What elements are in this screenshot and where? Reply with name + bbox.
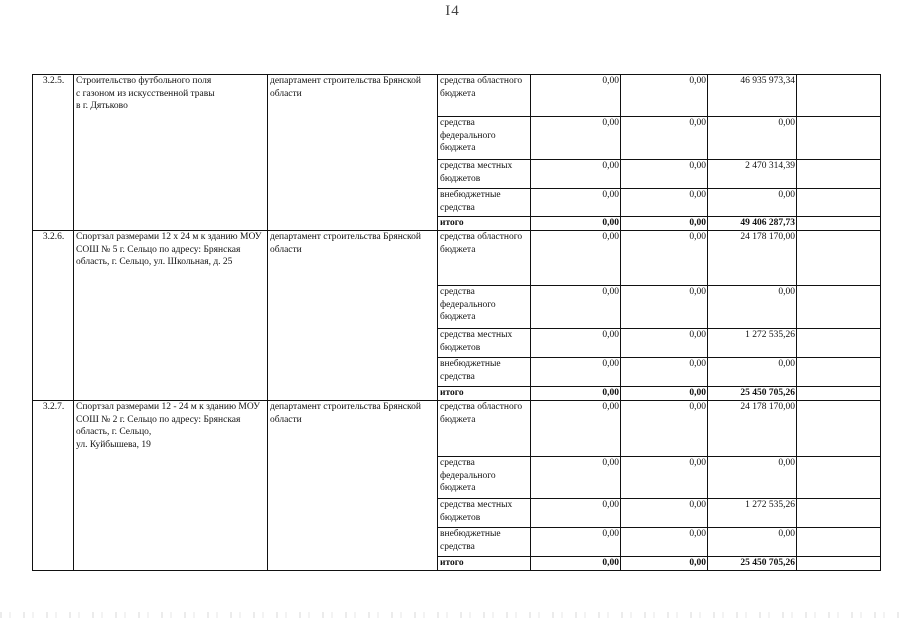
amount-cell: 0,00 bbox=[708, 117, 797, 160]
funding-source-label: внебюджетные средства bbox=[438, 189, 531, 217]
empty-cell bbox=[797, 499, 881, 528]
funding-source-label: средства областного бюджета bbox=[438, 401, 531, 457]
table-row bbox=[33, 401, 881, 457]
amount-cell: 0,00 bbox=[708, 286, 797, 329]
amount-cell: 0,00 bbox=[621, 329, 708, 358]
item-code: 3.2.7. bbox=[33, 401, 74, 571]
amount-cell: 0,00 bbox=[621, 499, 708, 528]
item-name: Спортзал размерами 12 х 24 м к зданию МОУ СОШ № 5 г. Сельцо по адресу: Брянская область, г. Сельцо, ул. Школьная, д. 25 bbox=[74, 231, 268, 401]
amount-cell: 0,00 bbox=[531, 160, 621, 189]
amount-cell: 0,00 bbox=[621, 160, 708, 189]
budget-table bbox=[32, 74, 881, 571]
funding-source-label: средства местных бюджетов bbox=[438, 160, 531, 189]
empty-cell bbox=[797, 231, 881, 286]
amount-cell: 0,00 bbox=[531, 75, 621, 117]
amount-cell: 0,00 bbox=[621, 117, 708, 160]
funding-source-label: средства федерального бюджета bbox=[438, 286, 531, 329]
amount-cell: 0,00 bbox=[531, 387, 621, 401]
amount-cell: 0,00 bbox=[531, 401, 621, 457]
item-executor: департамент строительства Брянской области bbox=[268, 75, 438, 231]
amount-cell: 0,00 bbox=[621, 557, 708, 571]
amount-cell: 1 272 535,26 bbox=[708, 329, 797, 358]
table-row bbox=[33, 231, 881, 286]
funding-source-label: средства местных бюджетов bbox=[438, 499, 531, 528]
table-body bbox=[33, 75, 881, 571]
funding-source-label: средства областного бюджета bbox=[438, 231, 531, 286]
amount-cell: 0,00 bbox=[621, 358, 708, 387]
item-code: 3.2.6. bbox=[33, 231, 74, 401]
amount-cell: 1 272 535,26 bbox=[708, 499, 797, 528]
table-row bbox=[33, 75, 881, 117]
amount-cell: 0,00 bbox=[708, 358, 797, 387]
empty-cell bbox=[797, 189, 881, 217]
amount-cell: 0,00 bbox=[531, 286, 621, 329]
funding-source-label: средства местных бюджетов bbox=[438, 329, 531, 358]
amount-cell: 0,00 bbox=[708, 457, 797, 499]
total-label: итого bbox=[438, 217, 531, 231]
amount-cell: 49 406 287,73 bbox=[708, 217, 797, 231]
amount-cell: 0,00 bbox=[621, 189, 708, 217]
amount-cell: 0,00 bbox=[531, 457, 621, 499]
empty-cell bbox=[797, 528, 881, 557]
item-executor: департамент строительства Брянской области bbox=[268, 231, 438, 401]
amount-cell: 0,00 bbox=[621, 387, 708, 401]
amount-cell: 25 450 705,26 bbox=[708, 557, 797, 571]
funding-source-label: внебюджетные средства bbox=[438, 358, 531, 387]
amount-cell: 0,00 bbox=[621, 231, 708, 286]
empty-cell bbox=[797, 557, 881, 571]
empty-cell bbox=[797, 329, 881, 358]
total-label: итого bbox=[438, 387, 531, 401]
amount-cell: 0,00 bbox=[531, 528, 621, 557]
empty-cell bbox=[797, 358, 881, 387]
page-number: I4 bbox=[445, 3, 460, 19]
amount-cell: 0,00 bbox=[531, 358, 621, 387]
total-label: итого bbox=[438, 557, 531, 571]
amount-cell: 0,00 bbox=[531, 189, 621, 217]
amount-cell: 0,00 bbox=[621, 217, 708, 231]
item-code: 3.2.5. bbox=[33, 75, 74, 231]
funding-source-label: средства федерального бюджета bbox=[438, 457, 531, 499]
funding-source-label: средства областного бюджета bbox=[438, 75, 531, 117]
empty-cell bbox=[797, 75, 881, 117]
amount-cell: 0,00 bbox=[708, 528, 797, 557]
empty-cell bbox=[797, 160, 881, 189]
amount-cell: 0,00 bbox=[621, 528, 708, 557]
amount-cell: 0,00 bbox=[531, 117, 621, 160]
amount-cell: 24 178 170,00 bbox=[708, 231, 797, 286]
amount-cell: 46 935 973,34 bbox=[708, 75, 797, 117]
empty-cell bbox=[797, 401, 881, 457]
amount-cell: 0,00 bbox=[531, 329, 621, 358]
amount-cell: 0,00 bbox=[621, 401, 708, 457]
amount-cell: 0,00 bbox=[531, 231, 621, 286]
item-executor: департамент строительства Брянской области bbox=[268, 401, 438, 571]
empty-cell bbox=[797, 117, 881, 160]
amount-cell: 0,00 bbox=[621, 457, 708, 499]
item-name: Спортзал размерами 12 - 24 м к зданию МОУ СОШ № 2 г. Сельцо по адресу: Брянская область, г. Сельцо, ул. Куйбышева, 19 bbox=[74, 401, 268, 571]
empty-cell bbox=[797, 286, 881, 329]
amount-cell: 2 470 314,39 bbox=[708, 160, 797, 189]
item-name: Строительство футбольного поля с газоном из искусственной травы в г. Дятьково bbox=[74, 75, 268, 231]
empty-cell bbox=[797, 387, 881, 401]
amount-cell: 0,00 bbox=[621, 286, 708, 329]
amount-cell: 0,00 bbox=[708, 189, 797, 217]
amount-cell: 0,00 bbox=[531, 499, 621, 528]
funding-source-label: средства федерального бюджета bbox=[438, 117, 531, 160]
amount-cell: 24 178 170,00 bbox=[708, 401, 797, 457]
amount-cell: 0,00 bbox=[621, 75, 708, 117]
amount-cell: 25 450 705,26 bbox=[708, 387, 797, 401]
empty-cell bbox=[797, 217, 881, 231]
scan-noise bbox=[0, 612, 905, 618]
empty-cell bbox=[797, 457, 881, 499]
funding-source-label: внебюджетные средства bbox=[438, 528, 531, 557]
amount-cell: 0,00 bbox=[531, 217, 621, 231]
amount-cell: 0,00 bbox=[531, 557, 621, 571]
